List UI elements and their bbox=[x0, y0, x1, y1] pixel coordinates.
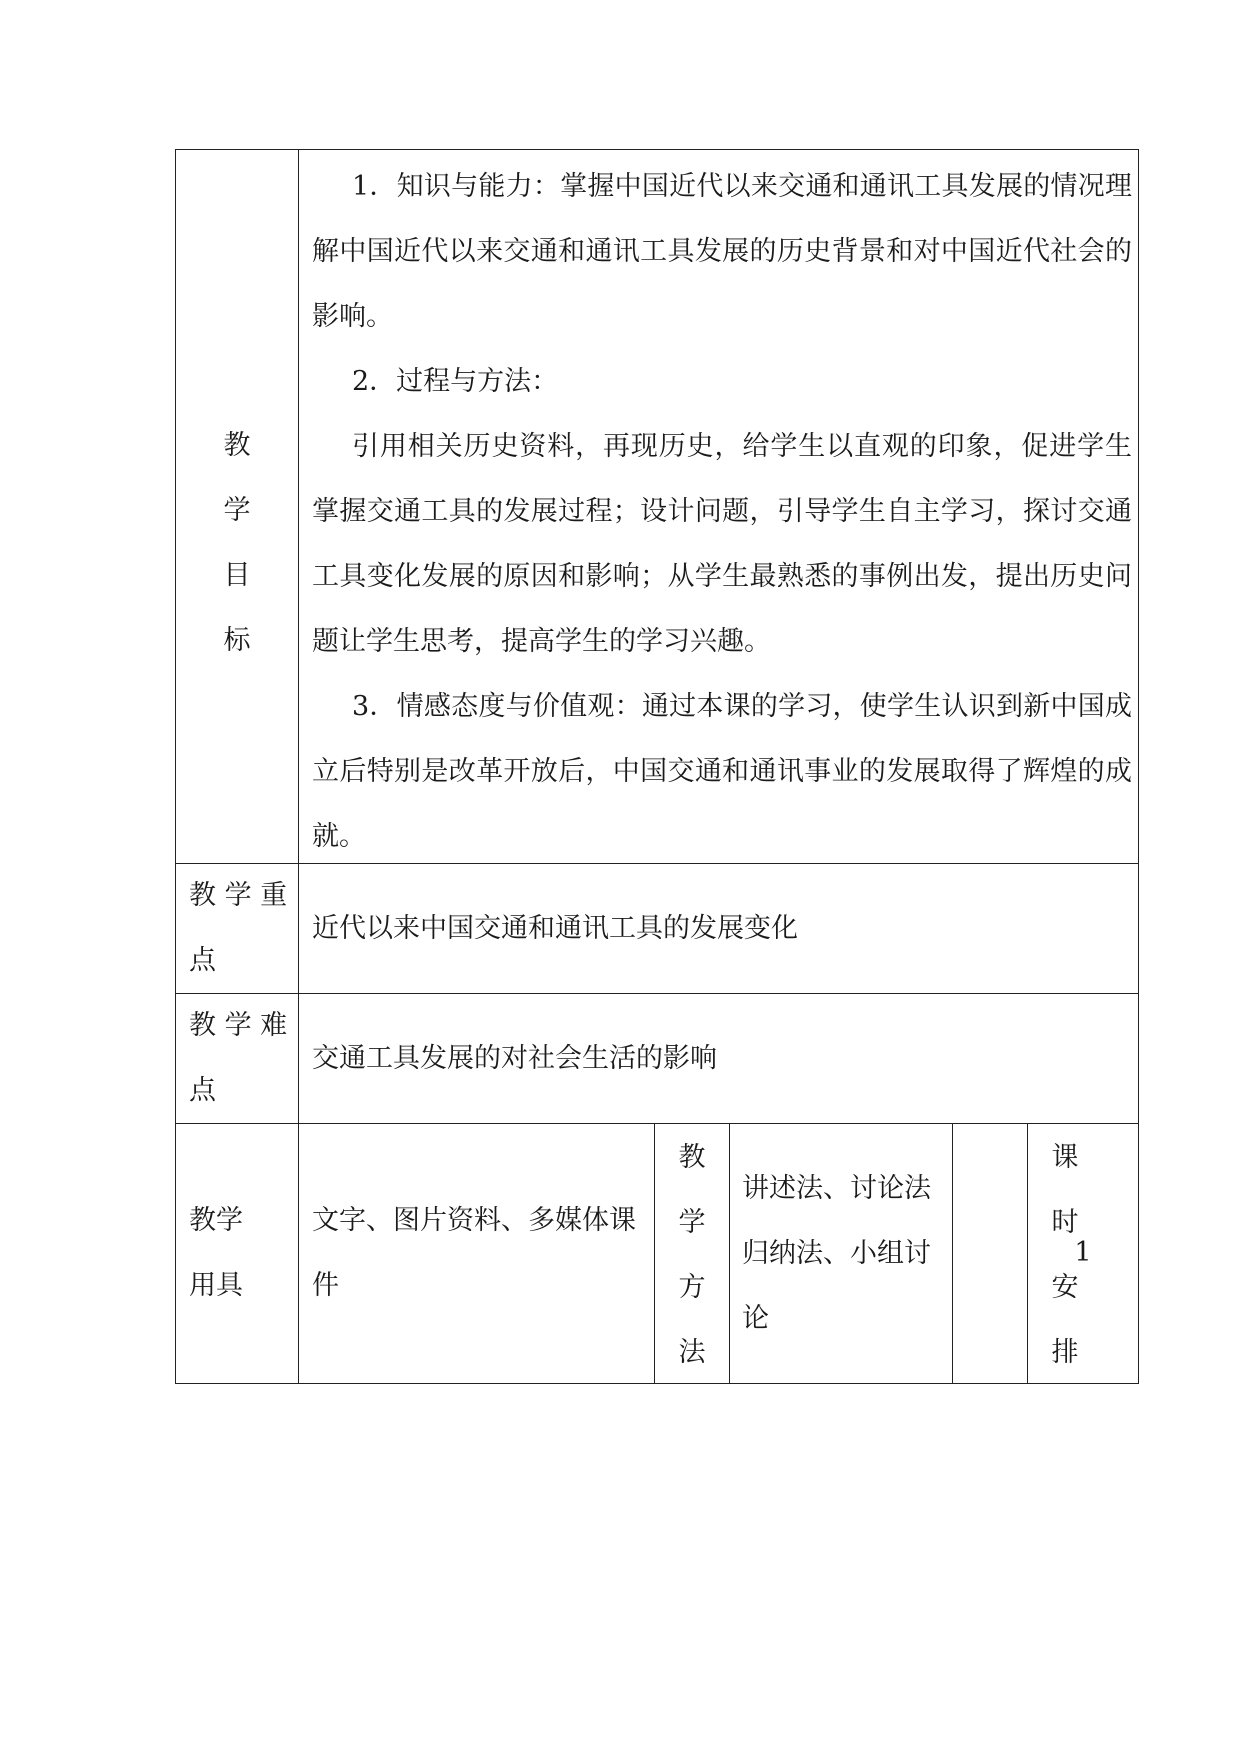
grid-line bbox=[176, 993, 1138, 994]
label-char: 目 bbox=[223, 560, 251, 591]
lesson-plan-table bbox=[175, 149, 1139, 1384]
label-line: 用具 bbox=[189, 1270, 243, 1301]
label-line: 点 bbox=[189, 945, 216, 976]
label-char: 标 bbox=[223, 625, 251, 656]
grid-line bbox=[298, 150, 299, 1383]
label-char: 课 bbox=[1051, 1142, 1079, 1173]
label-char: 教 bbox=[223, 430, 251, 461]
label-char: 学 bbox=[223, 495, 251, 526]
label-char: 学 bbox=[678, 1207, 706, 1238]
key-points-label bbox=[189, 863, 294, 993]
objectives-label bbox=[176, 413, 298, 673]
methods-content: 讲述法、讨论法归纳法、小组讨论 bbox=[742, 1173, 931, 1334]
label-line: 教 学 难 bbox=[189, 1010, 288, 1041]
tools-label bbox=[189, 1188, 294, 1318]
objective-paragraph: 1．知识与能力：掌握中国近代以来交通和通讯工具发展的情况理解中国近代以来交通和通讯工具发展的历史背景和对中国近代社会的影响。 bbox=[312, 171, 1132, 332]
label-char: 教 bbox=[678, 1142, 706, 1173]
difficulties-content: 交通工具发展的对社会生活的影响 bbox=[312, 1043, 717, 1074]
grid-line bbox=[729, 1123, 730, 1383]
objective-paragraph: 引用相关历史资料，再现历史，给学生以直观的印象，促进学生掌握交通工具的发展过程；设计问题，引导学生自主学习，探讨交通工具变化发展的原因和影响；从学生最熟悉的事例出发，提出历史问题让学生思考，提高学生的学习兴趣。 bbox=[312, 431, 1132, 657]
grid-line bbox=[176, 1123, 1138, 1124]
label-char: 方 bbox=[678, 1272, 706, 1303]
schedule-value: 1 bbox=[1074, 1237, 1092, 1268]
key-points-content: 近代以来中国交通和通讯工具的发展变化 bbox=[312, 913, 798, 944]
label-line: 点 bbox=[189, 1075, 216, 1106]
tools-content: 文字、图片资料、多媒体课件 bbox=[312, 1205, 636, 1301]
label-line: 教学 bbox=[189, 1205, 243, 1236]
objective-paragraph: 3．情感态度与价值观：通过本课的学习，使学生认识到新中国成立后特别是改革开放后，中国交通和通讯事业的发展取得了辉煌的成就。 bbox=[312, 691, 1132, 852]
label-char: 安 bbox=[1051, 1272, 1079, 1303]
label-char: 法 bbox=[678, 1337, 706, 1368]
label-line: 教 学 重 bbox=[189, 880, 288, 911]
grid-line bbox=[952, 1123, 953, 1383]
label-char: 排 bbox=[1051, 1337, 1079, 1368]
difficulties-label bbox=[189, 993, 294, 1123]
methods-label bbox=[655, 1125, 729, 1385]
objectives-content bbox=[312, 154, 1132, 869]
label-char: 时 bbox=[1051, 1207, 1079, 1238]
objective-paragraph: 2．过程与方法： bbox=[352, 366, 559, 397]
